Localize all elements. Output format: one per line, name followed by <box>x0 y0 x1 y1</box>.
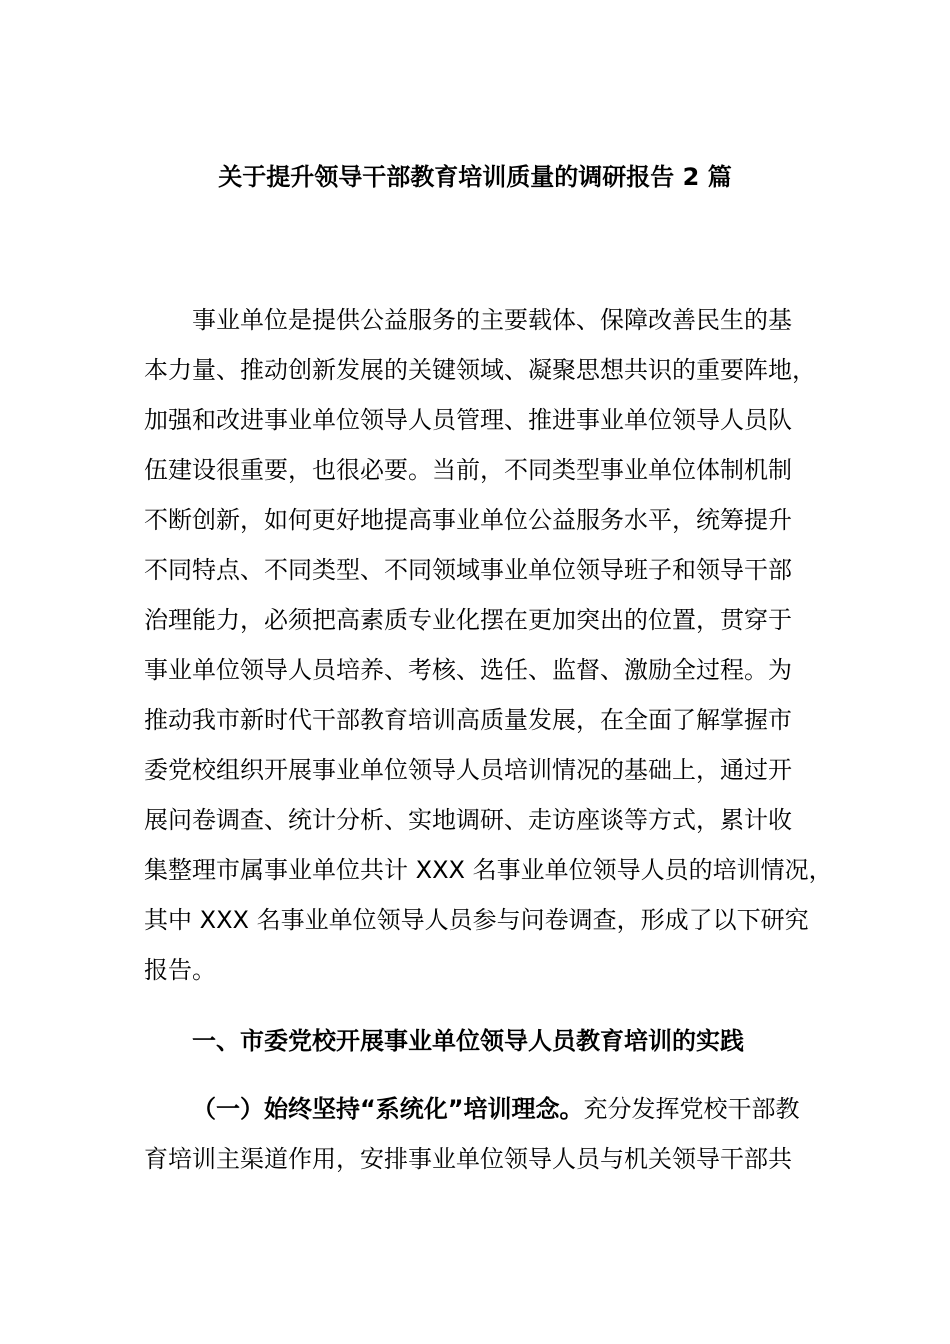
subsection-first-line-text: 充分发挥党校干部教 <box>583 1095 800 1123</box>
subsection-paragraph <box>144 1084 824 1184</box>
paragraph-line: 委党校组织开展事业单位领导人员培训情况的基础上，通过开 <box>144 756 792 784</box>
paragraph-line: 不断创新，如何更好地提高事业单位公益服务水平，统筹提升 <box>144 506 792 534</box>
intro-paragraph <box>144 295 833 995</box>
paragraph-line: 其中 XXX 名事业单位领导人员参与问卷调查，形成了以下研究 <box>144 906 809 934</box>
paragraph-line: 治理能力，必须把高素质专业化摆在更加突出的位置，贯穿于 <box>144 606 792 634</box>
paragraph-line: 育培训主渠道作用，安排事业单位领导人员与机关领导干部共 <box>144 1145 792 1173</box>
section-heading: 一、市委党校开展事业单位领导人员教育培训的实践 <box>192 1027 744 1055</box>
paragraph-line: 集整理市属事业单位共计 XXX 名事业单位领导人员的培训情况， <box>144 856 833 884</box>
subsection-first-line <box>144 1084 824 1134</box>
paragraph-line: 推动我市新时代干部教育培训高质量发展，在全面了解掌握市 <box>144 706 792 734</box>
paragraph-line: 加强和改进事业单位领导人员管理、推进事业单位领导人员队 <box>144 406 792 434</box>
subsection-lead: （一）始终坚持“系统化”培训理念。 <box>192 1095 584 1123</box>
paragraph-line: 伍建设很重要，也很必要。当前，不同类型事业单位体制机制 <box>144 456 792 484</box>
paragraph-line: 报告。 <box>144 956 216 984</box>
paragraph-line: 展问卷调查、统计分析、实地调研、走访座谈等方式，累计收 <box>144 806 792 834</box>
paragraph-line: 事业单位领导人员培养、考核、选任、监督、激励全过程。为 <box>144 656 792 684</box>
document-title: 关于提升领导干部教育培训质量的调研报告 2 篇 <box>218 163 732 191</box>
paragraph-line: 事业单位是提供公益服务的主要载体、保障改善民生的基 <box>192 306 792 334</box>
paragraph-line: 本力量、推动创新发展的关键领域、凝聚思想共识的重要阵地， <box>144 356 816 384</box>
paragraph-line: 不同特点、不同类型、不同领域事业单位领导班子和领导干部 <box>144 556 792 584</box>
